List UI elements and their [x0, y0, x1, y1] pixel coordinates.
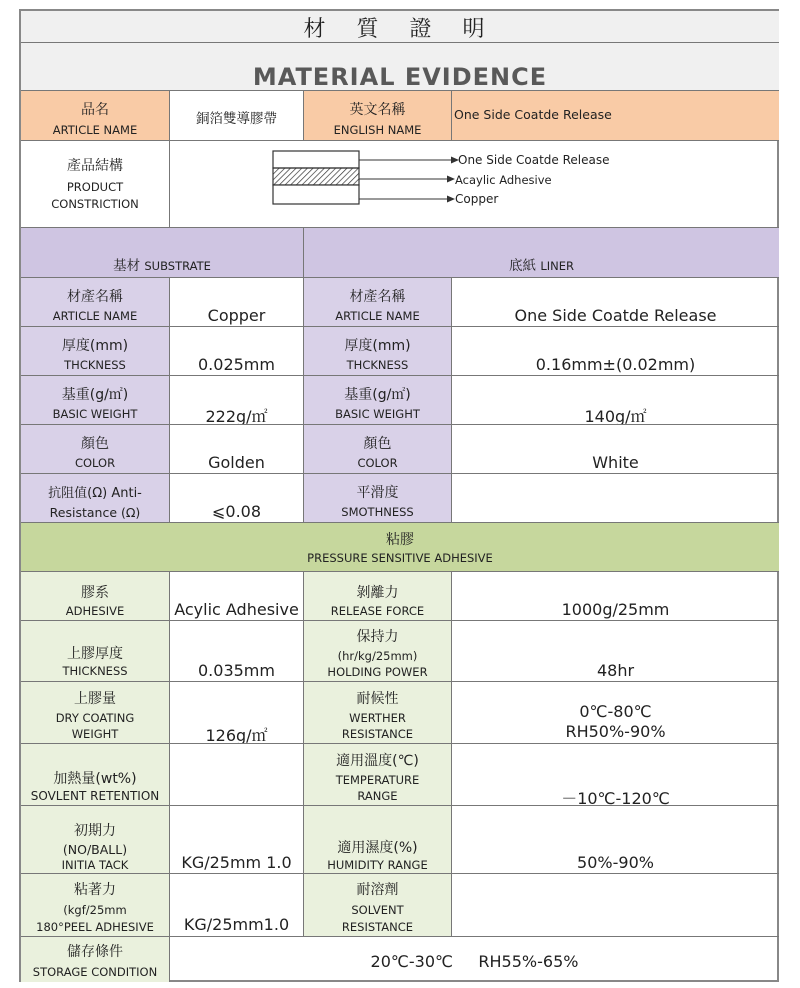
label-cn: 保持力: [356, 629, 399, 645]
label-en: HUMIDITY RANGE: [327, 858, 428, 872]
initial-tack-value: [170, 806, 304, 874]
label-cn: 材產名稱: [349, 289, 406, 305]
article-name-label: [21, 91, 170, 141]
label-en: COLOR: [74, 456, 116, 470]
label-en-1: DRY COATING: [55, 711, 135, 725]
label-en: THCKNESS: [346, 358, 409, 372]
storage-condition-label: [21, 937, 170, 982]
header-en: PRESSURE SENSITIVE ADHESIVE: [307, 551, 493, 565]
label-cn: 厚度(mm): [61, 338, 129, 354]
copper-layer: [273, 185, 359, 204]
adhesive-thickness-label: [21, 621, 170, 682]
header-cn: 粘膠: [386, 532, 414, 548]
substrate-article-name-label: [21, 278, 170, 327]
header-cn: 基材: [113, 258, 141, 274]
label-en-1: PRODUCT: [66, 180, 124, 194]
label-cn: 品名: [81, 102, 109, 118]
value: 50%-90%: [577, 853, 654, 872]
label-cn: 適用濕度(%): [337, 840, 418, 856]
value: KG/25mm 1.0: [181, 853, 292, 872]
label-en-2: INITIA TACK: [61, 858, 129, 872]
substrate-basic-weight-value: [170, 376, 304, 425]
label-en: ENGLISH NAME: [333, 123, 422, 137]
label-en: BASIC WEIGHT: [52, 407, 138, 421]
layer-label-release: One Side Coatde Release: [458, 153, 610, 167]
value: White: [592, 453, 639, 472]
value: 0.16mm±(0.02mm): [535, 355, 696, 374]
header-en: SUBSTRATE: [144, 259, 211, 273]
value: KG/25mm1.0: [183, 915, 290, 934]
label-en: ADHESIVE: [65, 604, 125, 618]
label-en-1: WERTHER: [349, 711, 406, 725]
release-layer: [273, 151, 359, 168]
label-en: Resistance (Ω): [49, 505, 141, 520]
dry-coating-weight-value: [170, 682, 304, 744]
storage-condition-value: [170, 937, 779, 982]
temperature-range-label: [304, 744, 452, 806]
label-en-1: SOLVENT: [351, 903, 404, 917]
title-en-cell: [21, 43, 779, 91]
liner-color-value: [452, 425, 779, 474]
liner-header-text: [304, 254, 779, 274]
product-construction-label: [21, 141, 170, 228]
label-cn: 基重(g/㎡): [344, 387, 411, 403]
value: 126g/㎡: [205, 726, 268, 744]
label-en: ARTICLE NAME: [52, 309, 138, 323]
psa-header: [21, 523, 779, 572]
adhesive-label: [21, 572, 170, 621]
label-cn: 耐溶劑: [356, 882, 399, 898]
weather-resistance-value: [452, 682, 779, 744]
solvent-retention-value: [170, 744, 304, 806]
title-cn-cell: [21, 11, 779, 43]
header-en: LINER: [540, 259, 574, 273]
substrate-header: [21, 228, 304, 278]
label-cn: 儲存條件: [67, 944, 123, 960]
substrate-color-label: [21, 425, 170, 474]
humidity-range-value: [452, 806, 779, 874]
label-en: COLOR: [357, 456, 398, 470]
liner-smoothness-label: [304, 474, 452, 523]
value: Acylic Adhesive: [174, 600, 299, 619]
substrate-color-value: [170, 425, 304, 474]
material-evidence-sheet: [19, 9, 779, 982]
value: One Side Coatde Release: [454, 107, 612, 122]
value: 20℃-30℃ RH55%-65%: [370, 952, 579, 971]
label-en-2: CONSTRICTION: [51, 197, 139, 211]
weather-resistance-label: [304, 682, 452, 744]
label-en: RELEASE FORCE: [330, 604, 425, 618]
label-en: ARTICLE NAME: [335, 309, 420, 323]
liner-article-name-value: [452, 278, 779, 327]
label-en: BASIC WEIGHT: [335, 407, 420, 421]
label-cn: 抗阻值(Ω) Anti-: [48, 486, 142, 501]
arrow-head-icon: [447, 196, 455, 203]
holding-power-value: [452, 621, 779, 682]
solvent-retention-label: [21, 744, 170, 806]
value: 222g/㎡: [205, 407, 268, 425]
label-en-2: RESISTANCE: [341, 920, 414, 934]
peel-adhesive-label: [21, 874, 170, 937]
title-en: MATERIAL EVIDENCE: [252, 63, 548, 91]
label-cn: 顏色: [81, 436, 109, 452]
value-2: RH50%-90%: [565, 722, 666, 741]
layer-label-copper: Copper: [455, 192, 499, 206]
substrate-article-name-value: [170, 278, 304, 327]
liner-thickness-label: [304, 327, 452, 376]
substrate-thickness-value: [170, 327, 304, 376]
release-force-value: [452, 572, 779, 621]
value: 0.035mm: [198, 661, 275, 680]
humidity-range-label: [304, 806, 452, 874]
article-name-value: [170, 91, 304, 141]
value: ⩽0.08: [211, 502, 262, 521]
value-1: 0℃-80℃: [579, 702, 652, 721]
header-cn: 底紙: [509, 258, 537, 274]
label-en-2: 180°PEEL ADHESIVE: [36, 920, 154, 934]
liner-basic-weight-value: [452, 376, 779, 425]
temperature-range-value: [452, 744, 779, 806]
label-en: STORAGE CONDITION: [32, 965, 158, 979]
value: Copper: [207, 306, 266, 325]
label-en-2: WEIGHT: [71, 727, 119, 741]
value: 1000g/25mm: [561, 600, 670, 619]
label-cn: 上膠量: [74, 691, 116, 707]
label-cn: 厚度(mm): [344, 338, 411, 354]
label-cn: 剝離力: [356, 585, 399, 601]
label-en: SMOTHNESS: [341, 505, 414, 519]
liner-smoothness-value: [452, 474, 779, 523]
english-name-label: [304, 91, 452, 141]
arrow-head-icon: [447, 176, 455, 183]
dry-coating-weight-label: [21, 682, 170, 744]
adhesive-thickness-value: [170, 621, 304, 682]
substrate-thickness-label: [21, 327, 170, 376]
substrate-resistance-value: [170, 474, 304, 523]
liner-basic-weight-label: [304, 376, 452, 425]
label-cn: 膠系: [81, 585, 109, 601]
value: 48hr: [596, 661, 635, 680]
liner-article-name-label: [304, 278, 452, 327]
label-en-1: (NO/BALL): [62, 842, 128, 857]
label-cn: 上膠厚度: [67, 646, 123, 662]
solvent-resistance-label: [304, 874, 452, 937]
label-en-1: (hr/kg/25mm): [337, 649, 418, 663]
adhesive-value: [170, 572, 304, 621]
label-cn: 平滑度: [356, 485, 399, 501]
label-en: SOVLENT RETENTION: [30, 789, 160, 803]
initial-tack-label: [21, 806, 170, 874]
label-cn: 粘著力: [74, 882, 116, 898]
english-name-value: [452, 91, 779, 141]
value: －10℃-120℃: [561, 789, 670, 806]
value: 140g/㎡: [584, 407, 647, 425]
label-en: THCKNESS: [64, 358, 126, 372]
label-cn: 英文名稱: [349, 102, 406, 118]
label-en-1: (kgf/25mm: [63, 903, 127, 917]
label-cn: 加熱量(wt%): [53, 771, 137, 787]
adhesive-layer: [273, 168, 359, 185]
substrate-resistance-label: [21, 474, 170, 523]
product-construction-diagram: [170, 141, 779, 228]
label-cn: 基重(g/㎡): [61, 387, 129, 403]
value: Golden: [208, 453, 265, 472]
label-cn: 產品結構: [67, 158, 123, 174]
title-cn: 材 質 證 明: [303, 17, 497, 42]
liner-header: [304, 228, 779, 278]
holding-power-label: [304, 621, 452, 682]
label-en-2: HOLDING POWER: [327, 665, 428, 679]
label-cn: 適用溫度(℃): [336, 753, 419, 769]
label-en-2: RESISTANCE: [341, 727, 414, 741]
release-force-label: [304, 572, 452, 621]
label-en: ARTICLE NAME: [52, 123, 138, 137]
value: 銅箔雙導膠帶: [196, 111, 277, 127]
layer-label-adhesive: Acaylic Adhesive: [455, 173, 552, 187]
value: One Side Coatde Release: [514, 306, 717, 325]
substrate-basic-weight-label: [21, 376, 170, 425]
label-en-2: RANGE: [357, 789, 398, 803]
label-cn: 初期力: [74, 823, 116, 839]
solvent-resistance-value: [452, 874, 779, 937]
liner-thickness-value: [452, 327, 779, 376]
label-cn: 顏色: [363, 436, 392, 452]
label-cn: 材產名稱: [67, 289, 123, 305]
label-en-1: TEMPERATURE: [335, 773, 420, 787]
substrate-header-text: [21, 254, 303, 274]
value: 0.025mm: [198, 355, 275, 374]
peel-adhesive-value: [170, 874, 304, 937]
label-en: THICKNESS: [62, 664, 128, 678]
liner-color-label: [304, 425, 452, 474]
label-cn: 耐候性: [356, 691, 399, 707]
